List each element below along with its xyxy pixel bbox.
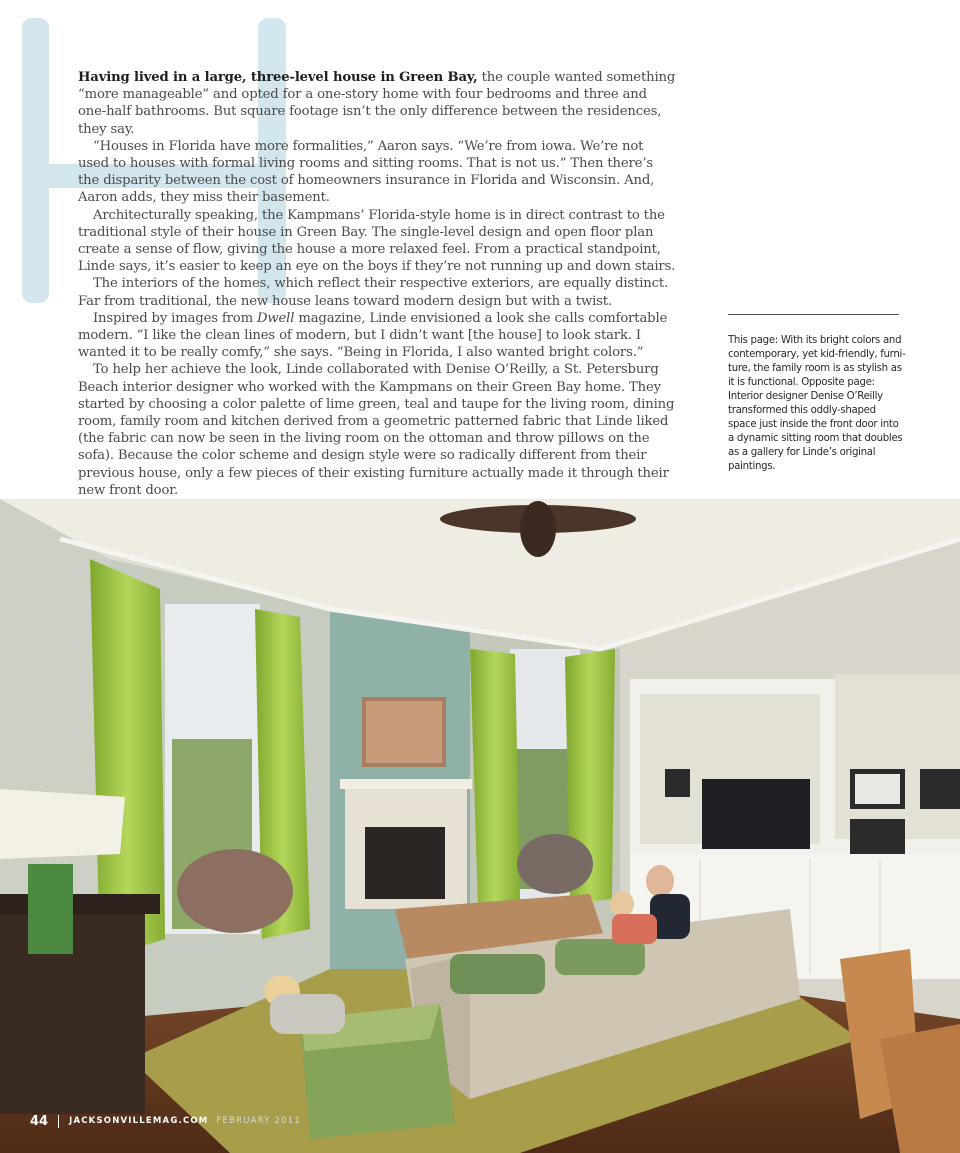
lead-in: Having lived in a large, three-level house in Green Bay,: [78, 70, 478, 85]
paragraph-5: Inspired by images from Dwell magazine, Linde envisioned a look she calls comfortable modern. “I like the clean lines of modern, but I didn’t want [the house] to look stark. I wanted it to be really comfy,” she says. “Being in Florida, I also wanted bright colors.”: [78, 310, 668, 361]
paragraph-2: “Houses in Florida have more formalities,” Aaron says. “We’re from iowa. We’re not used to houses with formal living rooms and sitting rooms. That is not us.” Then there’s the disparity between the cost of homeowners insurance in Florida and Wisconsin. And, Aaron adds, they miss their basement.: [78, 138, 655, 206]
caption-divider: [728, 314, 899, 315]
photo-caption: This page: With its bright colors and contemporary, yet kid-friendly, furniture, the family room is as stylish as it is functional. Opposite page: Interior designer Denise O’Reilly transformed this oddly-shaped space just inside the front door into a dynamic sitting room that doubles as a gallery for Linde’s original paintings.: [728, 335, 906, 472]
page-footer: [30, 1112, 301, 1130]
paragraph-1: Having lived in a large, three-level house in Green Bay, the couple wanted something “more manageable” and opted for a one-story home with four bedrooms and three and one-half bathrooms. But square footage isn’t the only difference between the residences, they say.: [78, 70, 676, 137]
issue-date: FEBRUARY 2011: [216, 1116, 301, 1126]
family-room-photo: [0, 499, 960, 1153]
article-body: [78, 69, 678, 499]
magazine-title: Dwell: [256, 310, 295, 326]
paragraph-4: The interiors of the homes, which reflect their respective exteriors, are equally distinct. Far from traditional, the new house leans toward modern design but with a twist.: [78, 276, 669, 309]
page-number: 44: [30, 1113, 49, 1129]
footer-divider: [58, 1115, 59, 1128]
paragraph-3: Architecturally speaking, the Kampmans’ Florida-style home is in direct contrast to the traditional style of their house in Green Bay. The single-level design and open floor plan create a sense of flow, giving the house a more relaxed feel. From a practical standpoint, Linde says, it’s easier to keep an eye on the boys if they’re not running up and down stairs.: [78, 207, 676, 275]
paragraph-6: To help her achieve the look, Linde collaborated with Denise O’Reilly, a St. Petersburg Beach interior designer who worked with the Kampmans on their Green Bay home. They started by choosing a color palette of lime green, teal and taupe for the living room, dining room, family room and kitchen derived from a geometric patterned fabric that Linde liked (the fabric can now be seen in the living room on the ottoman and throw pillows on the sofa). Because the color scheme and design style were so radically different from their previous house, only a few pieces of their existing furniture actually made it through their new front door.: [78, 362, 675, 498]
site-name: JACKSONVILLEMAG.COM: [69, 1116, 209, 1126]
